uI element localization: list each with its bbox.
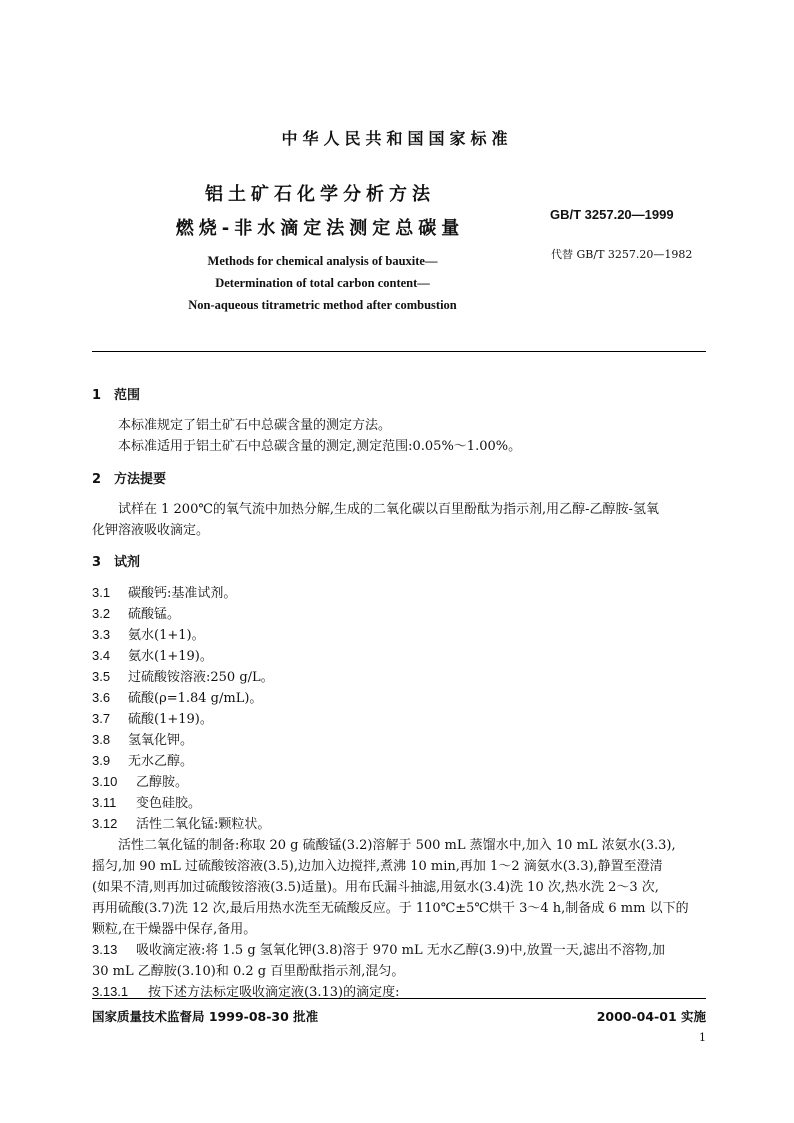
reagent-item: [92, 582, 236, 601]
item-number: 3.10: [92, 774, 118, 789]
item-number: 3.11: [92, 795, 117, 810]
reagent-item: [92, 687, 262, 706]
section-2-line-1: 试样在 1 200℃的氧气流中加热分解,生成的二氧化碳以百里酚酞为指示剂,用乙醇-乙醇胺-氢氧: [118, 502, 659, 517]
section-1-paragraph-1: 本标准规定了铝土矿石中总碳含量的测定方法。: [118, 418, 392, 433]
item-number: 3.9: [92, 753, 111, 768]
mno2-preparation-line-2: 摇匀,加 90 mL 过硫酸铵溶液(3.5),边加入边搅拌,煮沸 10 min,再加 1～2 滴氨水(3.3),静置至澄清: [92, 859, 663, 874]
section-number: 3: [92, 555, 102, 570]
item-number: 3.3: [92, 627, 111, 642]
item-number: 3.13.1: [92, 984, 129, 999]
item-text: 吸收滴定液:将 1.5 g 氢氧化钾(3.8)溶于 970 mL 无水乙醇(3.9)中,放置一天,滤出不溶物,加: [136, 943, 665, 958]
reagent-item: [92, 771, 188, 790]
english-title-line-3: Non-aqueous titrametric method after combustion: [188, 298, 457, 312]
header-divider: [92, 351, 706, 352]
mno2-preparation-line-5: 颗粒,在干燥器中保存,备用。: [92, 922, 257, 937]
chinese-title-line-2: 燃烧-非水滴定法测定总碳量: [175, 218, 465, 239]
item-number: 3.6: [92, 690, 111, 705]
reagent-item: [92, 750, 193, 769]
item-number: 3.5: [92, 669, 111, 684]
item-text: 硫酸(1+19)。: [128, 712, 213, 727]
item-number: 3.2: [92, 606, 111, 621]
item-number: 3.13: [92, 942, 118, 957]
standard-code: GB/T 3257.20—1999: [550, 207, 674, 222]
section-title: 范围: [114, 388, 141, 403]
reagent-item-3-13-continued: 30 mL 乙醇胺(3.10)和 0.2 g 百里酚酞指示剂,混匀。: [92, 964, 405, 979]
chinese-title-line-1: 铝土矿石化学分析方法: [205, 184, 435, 205]
item-text: 过硫酸铵溶液:250 g/L。: [128, 670, 274, 685]
section-1-heading: [92, 384, 140, 403]
item-text: 乙醇胺。: [136, 775, 189, 790]
item-number: 3.7: [92, 711, 111, 726]
reagent-item: [92, 666, 274, 685]
mno2-preparation-line-3: (如果不清,则再加过硫酸铵溶液(3.5)适量)。用布氏漏斗抽滤,用氨水(3.4)洗 10 次,热水洗 2～3 次,: [92, 880, 659, 895]
item-number: 3.4: [92, 648, 111, 663]
reagent-item: [92, 645, 213, 664]
page-number: 1: [699, 1031, 706, 1044]
reagent-item: [92, 813, 270, 832]
section-number: 1: [92, 388, 102, 403]
item-text: 无水乙醇。: [128, 754, 194, 769]
item-text: 碳酸钙:基准试剂。: [128, 586, 237, 601]
section-3-heading: [92, 551, 140, 570]
mno2-preparation-line-4: 再用硫酸(3.7)洗 12 次,最后用热水洗至无硫酸反应。于 110℃±5℃烘干 3～4 h,制备成 6 mm 以下的: [92, 901, 689, 916]
section-1-paragraph-2: 本标准适用于铝土矿石中总碳含量的测定,测定范围:0.05%～1.00%。: [118, 439, 522, 454]
item-text: 氨水(1+19)。: [128, 649, 213, 664]
item-text: 氢氧化钾。: [128, 733, 194, 748]
item-text: 硫酸锰。: [128, 607, 181, 622]
english-title-line-2: Determination of total carbon content—: [215, 276, 430, 290]
item-number: 3.8: [92, 732, 111, 747]
section-2-heading: [92, 468, 166, 487]
item-text: 硫酸(ρ=1.84 g/mL)。: [128, 691, 263, 706]
item-text: 按下述方法标定吸收滴定液(3.13)的滴定度:: [148, 985, 400, 1000]
reagent-item: [92, 624, 205, 643]
reagent-item-3-13: [92, 939, 665, 958]
item-text: 活性二氧化锰:颗粒状。: [136, 817, 271, 832]
national-standard-title: 中华人民共和国国家标准: [281, 129, 513, 148]
reagent-item: [92, 603, 180, 622]
english-title-line-1: Methods for chemical analysis of bauxite—: [207, 254, 438, 268]
section-title: 方法提要: [114, 472, 167, 487]
item-text: 氨水(1+1)。: [128, 628, 205, 643]
item-number: 3.1: [92, 585, 111, 600]
section-number: 2: [92, 472, 102, 487]
item-number: 3.12: [92, 816, 118, 831]
mno2-preparation-line-1: 活性二氧化锰的制备:称取 20 g 硫酸锰(3.2)溶解于 500 mL 蒸馏水中,加入 10 mL 浓氨水(3.3),: [118, 838, 676, 853]
replaces-standard: 代替 GB/T 3257.20—1982: [551, 248, 693, 261]
footer-divider: [92, 998, 706, 999]
section-title: 试剂: [114, 555, 141, 570]
reagent-item: [92, 792, 201, 811]
implementation-date: 2000-04-01 实施: [596, 1009, 706, 1024]
item-text: 变色硅胶。: [136, 796, 202, 811]
section-2-line-2: 化钾溶液吸收滴定。: [92, 523, 210, 538]
approval-statement: 国家质量技术监督局 1999-08-30 批准: [92, 1009, 319, 1024]
reagent-item: [92, 729, 193, 748]
reagent-item: [92, 708, 213, 727]
